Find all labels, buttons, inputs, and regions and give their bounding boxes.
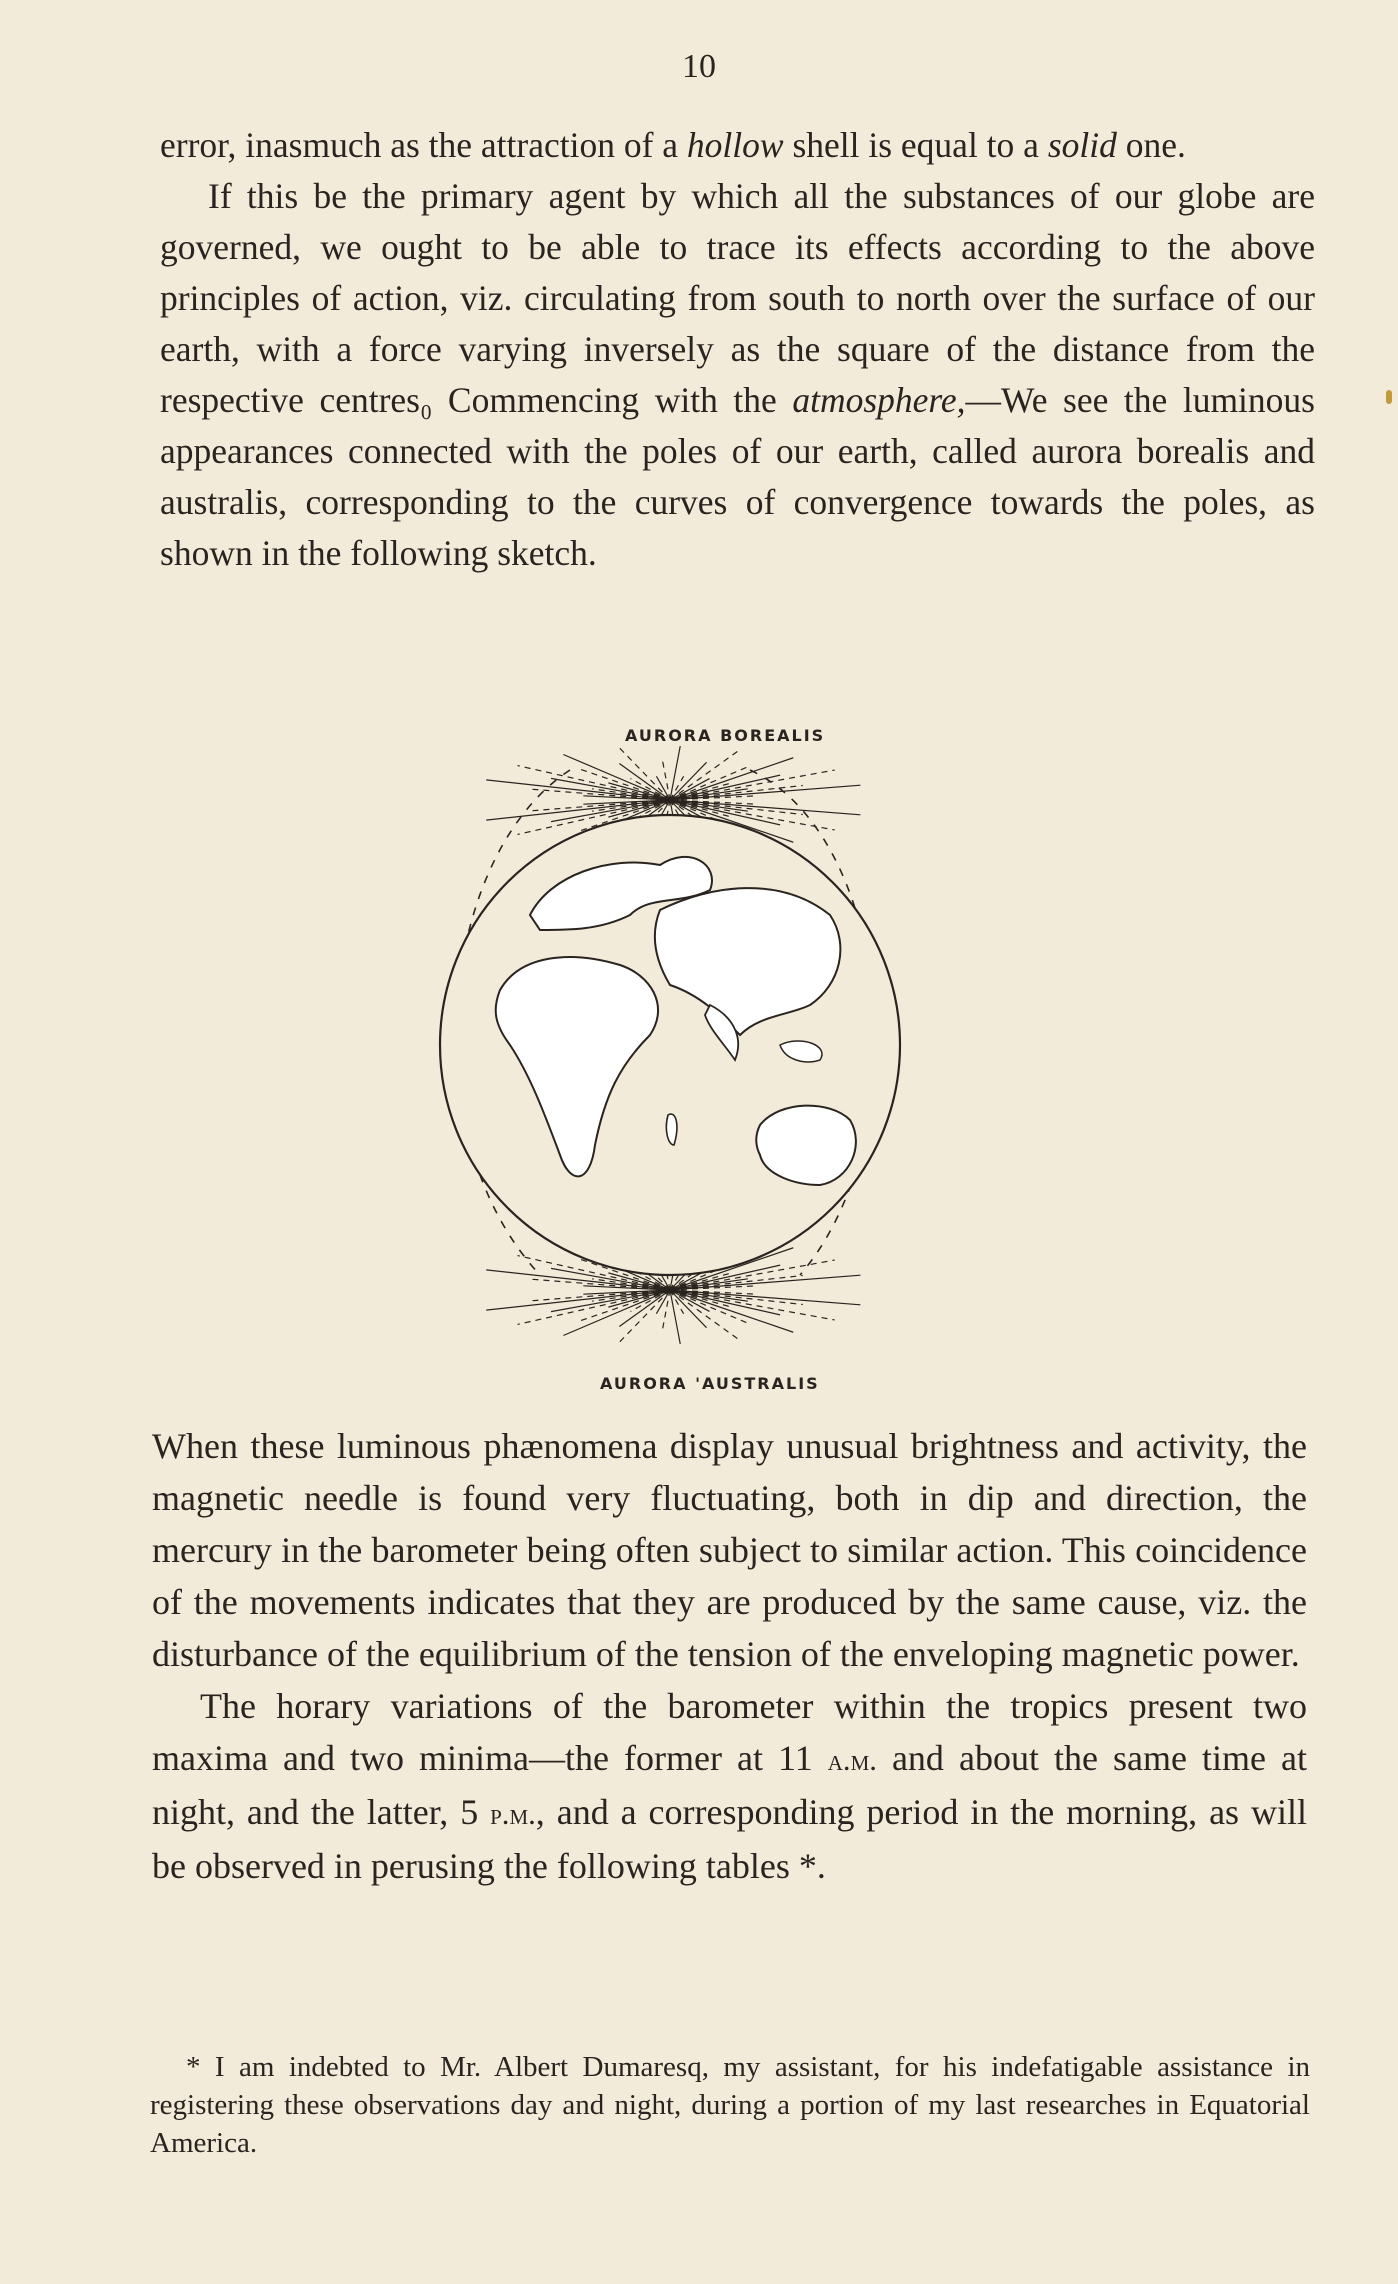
paragraph: [152, 1420, 1307, 1680]
aurora-ray: [670, 758, 793, 800]
text-run: and about the same time at night, and the latter, 5: [152, 1738, 1308, 1832]
aurora-ray: [670, 800, 860, 815]
text-run: If this be the primary agent by which all the substances of our globe are governed, we ought to be able to trace its effects according to the above principles of action, viz. circulating from south to north over the surface of our earth, with a force varying inversely as the square of the distance from the respective centres₀ Commencing with the: [160, 176, 1315, 420]
aurora-ray: [670, 1290, 680, 1344]
aurora-globe-figure: [420, 715, 1040, 1395]
text-run: —We see the luminous appearances connected with the poles of our earth, called aurora borealis and australis, corresponding to the curves of convergence towards the poles, as shown in the following sketch.: [160, 380, 1315, 573]
text-run: When these luminous phænomena display unusual brightness and activity, the magnetic needle is found very fluctuating, both in dip and direction, the mercury in the barometer being often subject to similar action. This coincidence of the movements indicates that they are produced by the same cause, viz. the disturbance of the equilibrium of the tension of the enveloping magnetic power.: [152, 1426, 1307, 1674]
text-run: shell is equal to a: [783, 125, 1048, 165]
italic-text: atmosphere,: [792, 380, 966, 420]
italic-text: solid: [1047, 125, 1117, 165]
aurora-ray: [670, 785, 860, 800]
text-run: p.m.: [490, 1797, 536, 1831]
globe-illustration: [420, 715, 1040, 1395]
footnote: [150, 2048, 1310, 2162]
aurora-ray: [670, 1290, 793, 1332]
lower-text: [152, 1420, 1307, 1892]
text-run: , and a corresponding period in the morning, as will be observed in perusing the following tables *.: [152, 1792, 1307, 1886]
madagascar-landmass: [666, 1114, 676, 1145]
paragraph: [160, 120, 1315, 171]
text-run: one.: [1116, 125, 1186, 165]
aurora-ray: [670, 1275, 860, 1290]
paragraph: [160, 171, 1315, 579]
text-run: The horary variations of the barometer within the tropics present two maxima and two minima—the former at 11: [152, 1686, 1307, 1778]
italic-text: hollow: [686, 125, 784, 165]
aurora-ray: [670, 746, 680, 800]
page-number: 10: [682, 48, 716, 85]
paragraph: [152, 1680, 1307, 1892]
footnote-text: I am indebted to Mr. Albert Dumaresq, my assistant, for his indefatigable assistance in registering these observations day and night, during a portion of my last researches in Equatorial America.: [150, 2051, 1310, 2159]
text-run: a.m.: [827, 1743, 877, 1777]
margin-ink-mark: [1386, 390, 1392, 404]
aurora-australis-label: AURORA 'AUSTRALIS: [600, 1374, 820, 1393]
aurora-ray: [670, 1290, 860, 1305]
aurora-ray: [518, 1290, 670, 1324]
text-run: error, inasmuch as the attraction of a: [160, 125, 687, 165]
aurora-borealis-label: AURORA BOREALIS: [625, 726, 826, 745]
footnote-mark: *: [186, 2051, 201, 2083]
upper-text: [160, 120, 1315, 579]
